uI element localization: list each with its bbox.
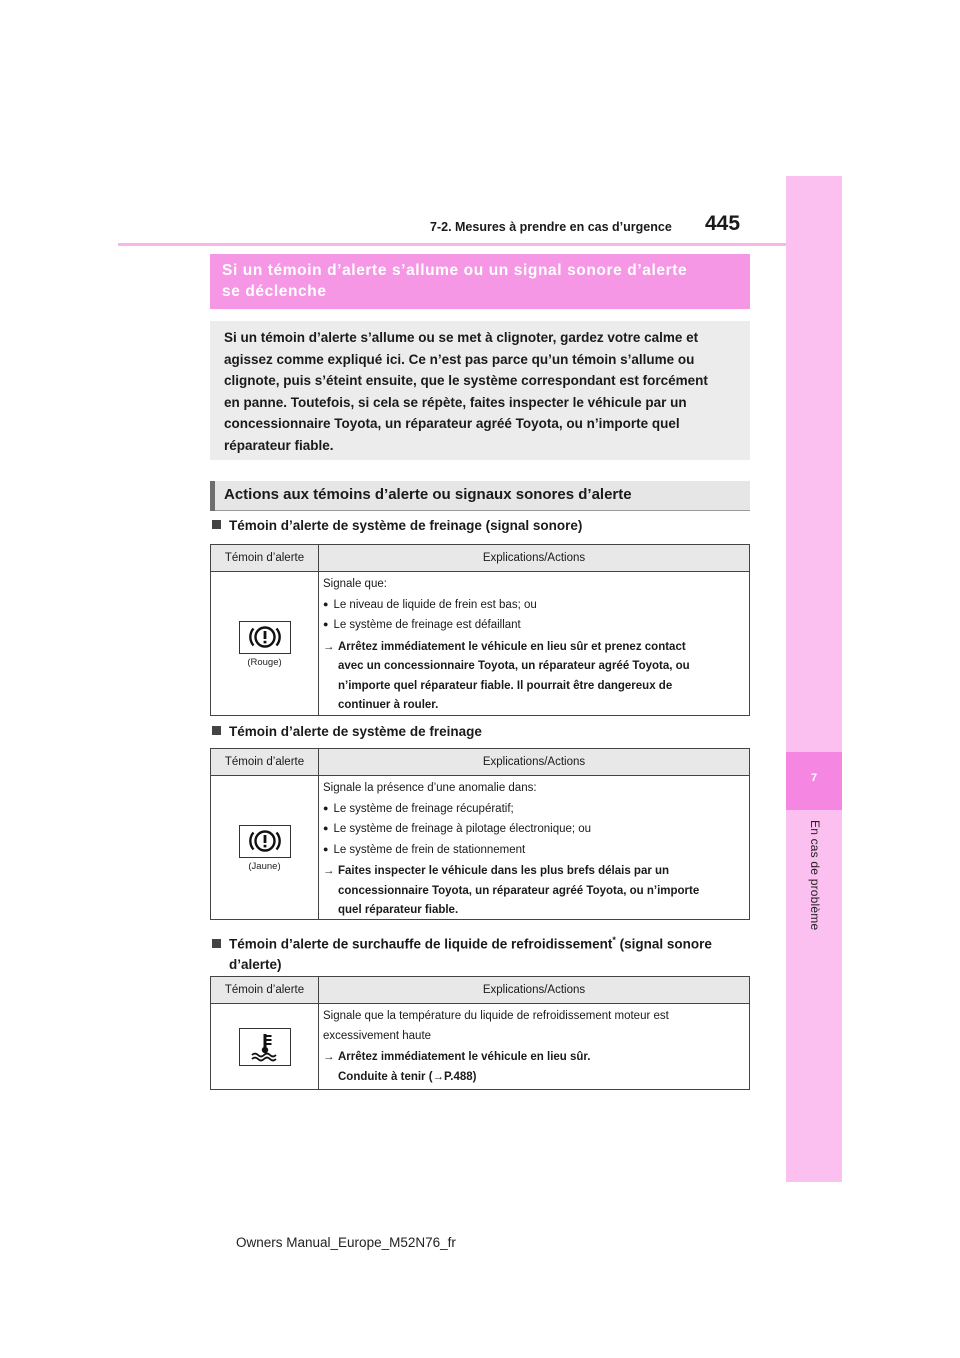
heading-accent-bar [210, 481, 215, 511]
action-line: Arrêtez immédiatement le véhicule en lieu sûr. [338, 1051, 591, 1063]
chapter-side-tab [786, 176, 842, 1182]
warning-icon-cell [211, 1004, 319, 1090]
table-row [211, 572, 749, 716]
header-warning-light: Témoin d’alerte [211, 977, 319, 1003]
table-row [211, 1004, 749, 1090]
arrow-icon: → [323, 865, 335, 877]
section-reference: 7-2. Mesures à prendre en cas d’urgence [430, 220, 672, 234]
table-header-row [211, 749, 749, 776]
subsection-title: Témoin d’alerte de système de freinage (signal sonore) [229, 518, 583, 533]
table-header-row [211, 545, 749, 572]
page-number: 445 [705, 212, 741, 235]
square-bullet-icon [212, 520, 221, 529]
explanation-cell [319, 1004, 749, 1090]
explanation-intro: Signale la présence d’une anomalie dans: [323, 782, 537, 794]
explanation-intro: Signale que: [323, 578, 387, 590]
subsection-title: Témoin d’alerte de système de freinage [229, 724, 482, 739]
intro-box [210, 321, 750, 460]
action-line: concessionnaire Toyota, un réparateur agréé Toyota, ou n’importe [338, 884, 700, 897]
arrow-icon: → [323, 640, 335, 653]
intro-line: en panne. Toutefois, si cela se répète, faites inspecter le véhicule par un [224, 394, 687, 410]
square-bullet-icon [212, 726, 221, 735]
subsection-heading [212, 722, 752, 742]
header-rule [118, 243, 786, 246]
section-title-banner [210, 254, 750, 309]
section-title-line-2: se déclenche [222, 283, 327, 300]
intro-line: clignote, puis s’éteint ensuite, que le système correspondant est forcément [224, 373, 708, 389]
action-line: Arrêtez immédiatement le véhicule en lieu sûr et prenez contact [338, 640, 686, 653]
footnote-mark: * [612, 935, 616, 945]
brake-warning-icon [239, 825, 291, 858]
explanation-cell [319, 776, 749, 920]
actions-heading [210, 481, 750, 511]
action-line: Faites inspecter le véhicule dans les plus brefs délais par un [338, 865, 670, 877]
action-line: continuer à rouler. [338, 699, 439, 711]
explanation-bullet: ● Le système de frein de stationnement [323, 840, 743, 861]
warning-icon-cell [211, 572, 319, 716]
warning-table [210, 748, 750, 920]
explanation-bullet: ● Le système de freinage à pilotage électronique; ou [323, 819, 743, 840]
document-footer: Owners Manual_Europe_M52N76_fr [236, 1235, 456, 1250]
intro-line: réparateur fiable. [224, 437, 334, 453]
subsection-heading [212, 930, 752, 975]
action-line: quel réparateur fiable. [338, 904, 459, 916]
action-instruction [323, 1048, 743, 1087]
intro-line: agissez comme expliqué ici. Ce n’est pas parce qu’un témoin s’allume ou [224, 351, 695, 367]
icon-color-caption: (Jaune) [248, 860, 281, 872]
section-title-line-1: Si un témoin d’alerte s’allume ou un signal sonore d’alerte [222, 262, 688, 279]
actions-heading-text: Actions aux témoins d’alerte ou signaux sonores d’alerte [224, 486, 632, 503]
subsection-title-end: (signal sonore [615, 936, 712, 952]
explanation-cell [319, 572, 749, 716]
chapter-number: 7 [810, 772, 818, 784]
explanation-bullet: ● Le système de freinage est défaillant [323, 615, 743, 636]
page-reference-link[interactable]: Conduite à tenir (→P.488) [338, 1070, 477, 1083]
warning-icon-cell [211, 776, 319, 920]
intro-line: Si un témoin d’alerte s’allume ou se met à clignoter, gardez votre calme et [224, 330, 699, 345]
table-header-row [211, 977, 749, 1004]
action-instruction [323, 862, 743, 921]
subsection-heading [212, 516, 752, 536]
chapter-label: En cas de problème [808, 820, 822, 931]
action-line: n’importe quel réparateur fiable. Il pourrait être dangereux de [338, 679, 673, 692]
explanation-bullet: ● Le système de freinage récupératif; [323, 799, 743, 820]
header-explanations: Explications/Actions [482, 984, 586, 996]
header-explanations: Explications/Actions [482, 756, 586, 768]
intro-line: concessionnaire Toyota, un réparateur agréé Toyota, ou n’importe quel [224, 416, 680, 432]
subsection-title: Témoin d’alerte de surchauffe de liquide de refroidissement [229, 936, 613, 952]
square-bullet-icon [212, 939, 221, 948]
explanation-intro: Signale que la température du liquide de refroidissement moteur est [323, 1010, 669, 1022]
subsection-title-line-2: d’alerte) [229, 956, 282, 972]
explanation-intro: excessivement haute [323, 1029, 432, 1042]
header-warning-light: Témoin d’alerte [211, 749, 319, 775]
action-line: avec un concessionnaire Toyota, un réparateur agréé Toyota, ou [338, 660, 690, 672]
brake-warning-icon [239, 621, 291, 654]
warning-table [210, 976, 750, 1090]
table-row [211, 776, 749, 920]
header-explanations: Explications/Actions [482, 552, 586, 564]
warning-table [210, 544, 750, 716]
coolant-temperature-icon [239, 1028, 291, 1066]
header-warning-light: Témoin d’alerte [211, 545, 319, 571]
action-instruction [323, 638, 743, 716]
icon-color-caption: (Rouge) [247, 656, 282, 668]
explanation-bullet: ● Le niveau de liquide de frein est bas; ou [323, 595, 743, 616]
arrow-icon: → [323, 1051, 335, 1063]
